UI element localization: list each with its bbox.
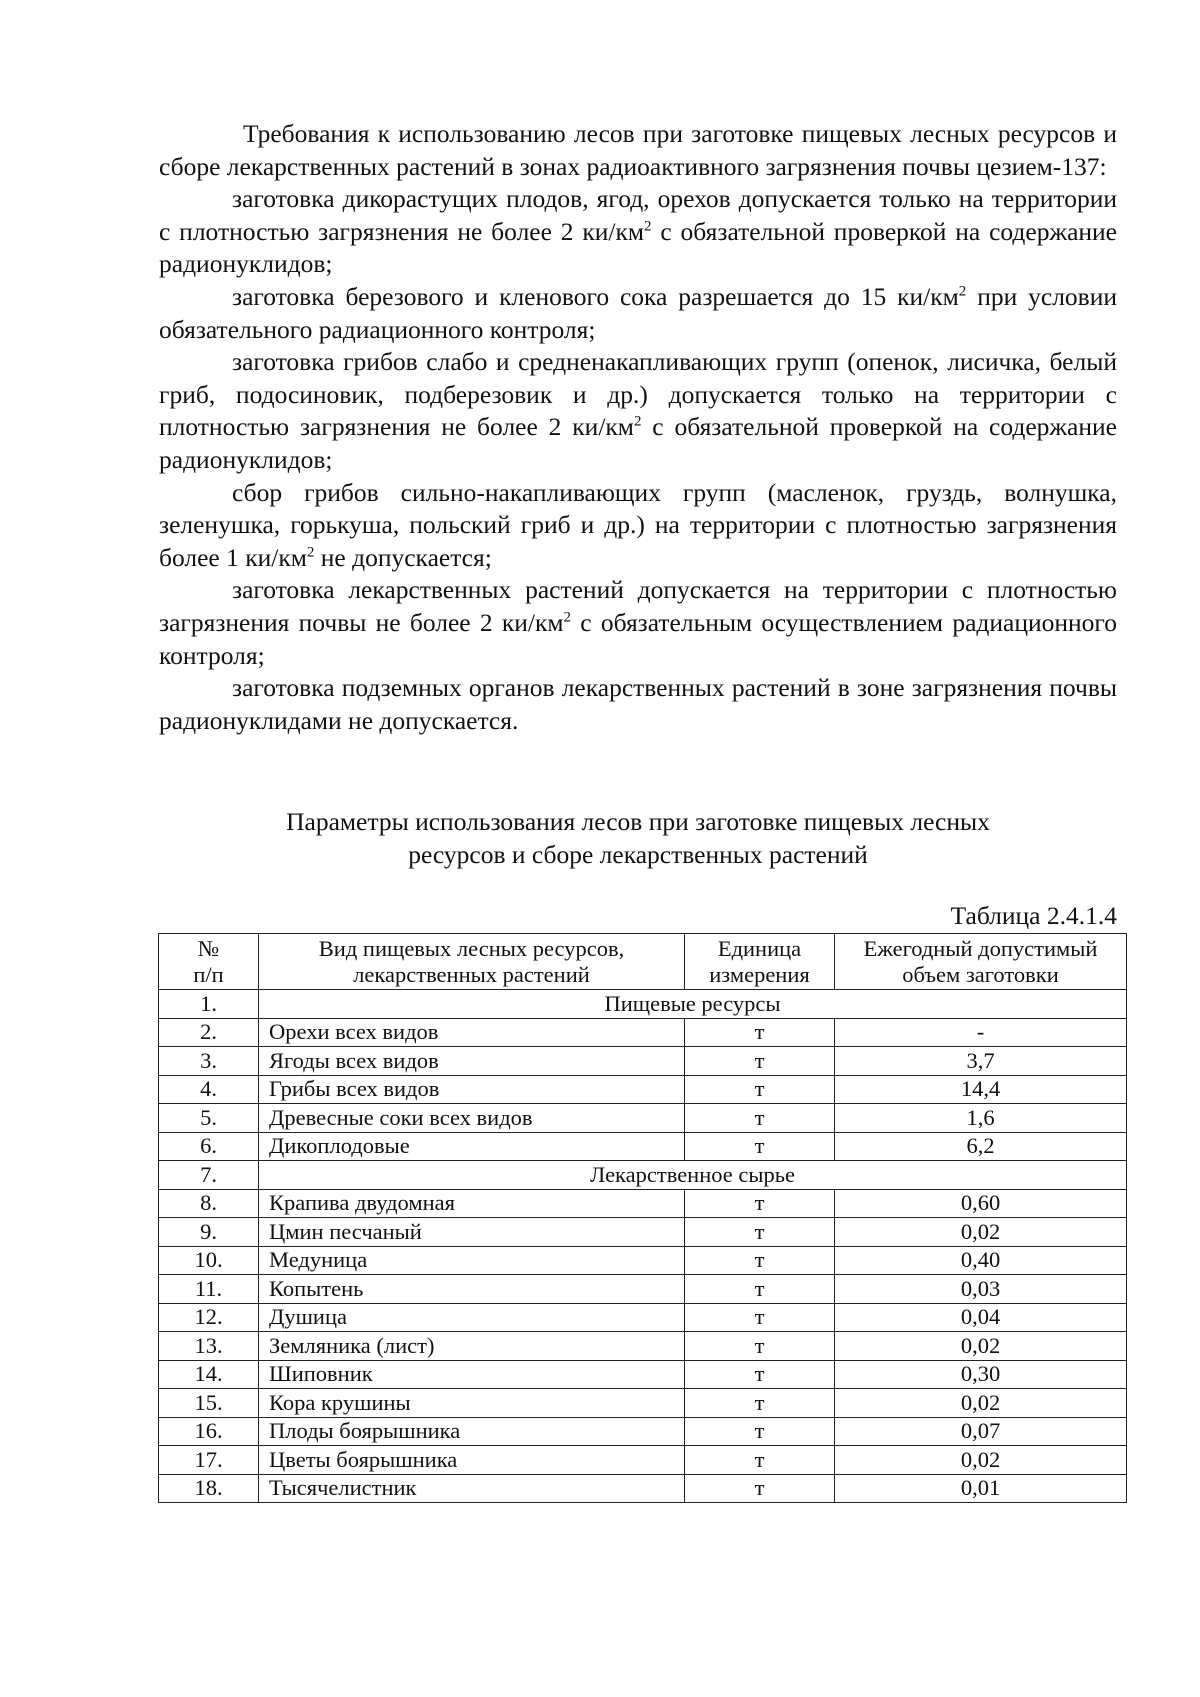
unit-cell: т bbox=[685, 1132, 835, 1161]
annual-volume-cell: 0,04 bbox=[835, 1303, 1127, 1332]
requirement-text: сбор грибов сильно-накапливающих групп (масленок, груздь, волнушка, зеленушка, горькуша, польский гриб и др.) на территории с плотностью загрязнения более 1 ки/км bbox=[159, 477, 1117, 572]
resource-name: Грибы всех видов bbox=[259, 1075, 685, 1104]
row-number: 16. bbox=[159, 1417, 259, 1446]
annual-volume-cell: 0,02 bbox=[835, 1446, 1127, 1475]
requirement-text: заготовка лекарственных растений допускается на территории с плотностью загрязнения почвы не более 2 ки/км bbox=[159, 575, 1117, 637]
table-row bbox=[159, 1018, 1127, 1047]
table-header-row bbox=[159, 934, 1127, 990]
requirement-item bbox=[159, 477, 1117, 575]
annual-volume-cell: 0,02 bbox=[835, 1218, 1127, 1247]
row-number: 4. bbox=[159, 1075, 259, 1104]
resource-name: Орехи всех видов bbox=[259, 1018, 685, 1047]
caption-line-1: Параметры использования лесов при заготовке пищевых лесных bbox=[286, 807, 990, 836]
resource-name: Земляника (лист) bbox=[259, 1332, 685, 1361]
header-number-line-1: № bbox=[197, 935, 220, 961]
row-number: 9. bbox=[159, 1218, 259, 1247]
resource-name: Кора крушины bbox=[259, 1389, 685, 1418]
requirement-item bbox=[159, 281, 1117, 346]
annual-volume-cell: 0,60 bbox=[835, 1189, 1127, 1218]
table-row bbox=[159, 1303, 1127, 1332]
unit-cell: т bbox=[685, 1332, 835, 1361]
header-resource-line-2: лекарственных растений bbox=[353, 961, 590, 987]
requirement-text: заготовка подземных органов лекарственных растений в зоне загрязнения почвы радионуклидами не допускается. bbox=[159, 673, 1117, 735]
section-title: Пищевые ресурсы bbox=[259, 990, 1127, 1019]
header-unit bbox=[685, 934, 835, 990]
unit-cell: т bbox=[685, 1446, 835, 1475]
resource-name: Тысячелистник bbox=[259, 1474, 685, 1503]
header-volume-line-2: объем заготовки bbox=[902, 961, 1059, 987]
annual-volume-cell: 0,01 bbox=[835, 1474, 1127, 1503]
unit-cell: т bbox=[685, 1360, 835, 1389]
requirement-text: заготовка березового и кленового сока разрешается до 15 ки/км bbox=[232, 281, 959, 311]
table-row bbox=[159, 1189, 1127, 1218]
resource-name: Плоды боярышника bbox=[259, 1417, 685, 1446]
resource-name: Цветы боярышника bbox=[259, 1446, 685, 1475]
header-annual-volume bbox=[835, 934, 1127, 990]
requirement-text-tail: не допускается; bbox=[314, 542, 492, 572]
table-row bbox=[159, 1104, 1127, 1133]
resource-name: Шиповник bbox=[259, 1360, 685, 1389]
table-row bbox=[159, 1360, 1127, 1389]
annual-volume-cell: 14,4 bbox=[835, 1075, 1127, 1104]
header-resource-line-1: Вид пищевых лесных ресурсов, bbox=[318, 935, 625, 961]
annual-volume-cell: 0,07 bbox=[835, 1417, 1127, 1446]
resource-name: Крапива двудомная bbox=[259, 1189, 685, 1218]
superscript-exponent: 2 bbox=[958, 283, 967, 300]
row-number: 17. bbox=[159, 1446, 259, 1475]
unit-cell: т bbox=[685, 1075, 835, 1104]
requirement-text-tail: с обязательной проверкой на содержание радионуклидов; bbox=[159, 216, 1117, 279]
caption-line-2: ресурсов и сборе лекарственных растений bbox=[408, 839, 868, 869]
table-row bbox=[159, 1332, 1127, 1361]
header-number bbox=[159, 934, 259, 990]
row-number: 6. bbox=[159, 1132, 259, 1161]
requirements-section bbox=[159, 118, 1117, 737]
table-row bbox=[159, 1132, 1127, 1161]
row-number: 3. bbox=[159, 1047, 259, 1076]
unit-cell: т bbox=[685, 1047, 835, 1076]
header-resource-type bbox=[259, 934, 685, 990]
table-row bbox=[159, 1075, 1127, 1104]
unit-cell: т bbox=[685, 1275, 835, 1304]
row-number: 2. bbox=[159, 1018, 259, 1047]
annual-volume-cell: 1,6 bbox=[835, 1104, 1127, 1133]
resource-name: Древесные соки всех видов bbox=[259, 1104, 685, 1133]
annual-volume-cell: - bbox=[835, 1018, 1127, 1047]
row-number: 13. bbox=[159, 1332, 259, 1361]
row-number: 8. bbox=[159, 1189, 259, 1218]
row-number: 15. bbox=[159, 1389, 259, 1418]
table-number-label: Таблица 2.4.1.4 bbox=[950, 901, 1117, 930]
requirement-text: заготовка дикорастущих плодов, ягод, орехов допускается только на территории с плотностью загрязнения не более 2 ки/км bbox=[159, 184, 1117, 246]
unit-cell: т bbox=[685, 1417, 835, 1446]
row-number: 12. bbox=[159, 1303, 259, 1332]
table-row bbox=[159, 1047, 1127, 1076]
annual-volume-cell: 6,2 bbox=[835, 1132, 1127, 1161]
requirement-text-tail: с обязательной проверкой на содержание радионуклидов; bbox=[159, 412, 1117, 474]
row-number: 18. bbox=[159, 1474, 259, 1503]
table-section-row bbox=[159, 1161, 1127, 1190]
section-title: Лекарственное сырье bbox=[259, 1161, 1127, 1190]
requirement-item bbox=[159, 672, 1117, 737]
header-unit-line-2: измерения bbox=[709, 961, 810, 987]
header-volume-line-1: Ежегодный допустимый bbox=[863, 935, 1098, 961]
unit-cell: т bbox=[685, 1246, 835, 1275]
row-number: 11. bbox=[159, 1275, 259, 1304]
superscript-exponent: 2 bbox=[306, 544, 315, 561]
resource-name: Дикоплодовые bbox=[259, 1132, 685, 1161]
row-number: 7. bbox=[159, 1161, 259, 1190]
table-row bbox=[159, 1275, 1127, 1304]
row-number: 1. bbox=[159, 990, 259, 1019]
table-body bbox=[159, 990, 1127, 1503]
header-number-line-2: п/п bbox=[193, 961, 224, 987]
annual-volume-cell: 0,40 bbox=[835, 1246, 1127, 1275]
annual-volume-cell: 0,02 bbox=[835, 1332, 1127, 1361]
table-row bbox=[159, 1417, 1127, 1446]
unit-cell: т bbox=[685, 1389, 835, 1418]
table-row bbox=[159, 1474, 1127, 1503]
unit-cell: т bbox=[685, 1189, 835, 1218]
table-row bbox=[159, 1446, 1127, 1475]
requirement-text-tail: с обязательным осуществлением радиационного контроля; bbox=[159, 607, 1117, 670]
requirement-item bbox=[159, 574, 1117, 672]
unit-cell: т bbox=[685, 1474, 835, 1503]
unit-cell: т bbox=[685, 1104, 835, 1133]
resource-name: Душица bbox=[259, 1303, 685, 1332]
requirements-list bbox=[159, 183, 1117, 737]
resource-name: Медуница bbox=[259, 1246, 685, 1275]
table-section-row bbox=[159, 990, 1127, 1019]
annual-volume-cell: 0,30 bbox=[835, 1360, 1127, 1389]
superscript-exponent: 2 bbox=[633, 413, 642, 430]
requirements-intro: Требования к использованию лесов при заготовке пищевых лесных ресурсов и сборе лекарственных растений в зонах радиоактивного загрязнения почвы цезием-137: bbox=[159, 119, 1117, 181]
table-row bbox=[159, 1218, 1127, 1247]
requirement-item bbox=[159, 183, 1117, 281]
unit-cell: т bbox=[685, 1218, 835, 1247]
table-row bbox=[159, 1246, 1127, 1275]
row-number: 14. bbox=[159, 1360, 259, 1389]
requirement-text: заготовка грибов слабо и средненакапливающих групп (опенок, лисичка, белый гриб, подосиновик, подберезовик и др.) допускается только на территории с плотностью загрязнения не более 2 ки/км bbox=[159, 347, 1117, 442]
superscript-exponent: 2 bbox=[644, 218, 652, 235]
resource-name: Цмин песчаный bbox=[259, 1218, 685, 1247]
superscript-exponent: 2 bbox=[563, 609, 572, 626]
requirement-text-tail: при условии обязательного радиационного контроля; bbox=[159, 281, 1118, 344]
annual-volume-cell: 0,02 bbox=[835, 1389, 1127, 1418]
annual-volume-cell: 3,7 bbox=[835, 1047, 1127, 1076]
requirement-item bbox=[159, 346, 1117, 476]
header-unit-line-1: Единица bbox=[717, 935, 802, 961]
annual-volume-cell: 0,03 bbox=[835, 1275, 1127, 1304]
table-caption bbox=[159, 806, 1117, 871]
table-row bbox=[159, 1389, 1127, 1418]
resource-parameters-table bbox=[158, 933, 1127, 1503]
unit-cell: т bbox=[685, 1018, 835, 1047]
row-number: 5. bbox=[159, 1104, 259, 1133]
unit-cell: т bbox=[685, 1303, 835, 1332]
resource-name: Ягоды всех видов bbox=[259, 1047, 685, 1076]
row-number: 10. bbox=[159, 1246, 259, 1275]
resource-name: Копытень bbox=[259, 1275, 685, 1304]
